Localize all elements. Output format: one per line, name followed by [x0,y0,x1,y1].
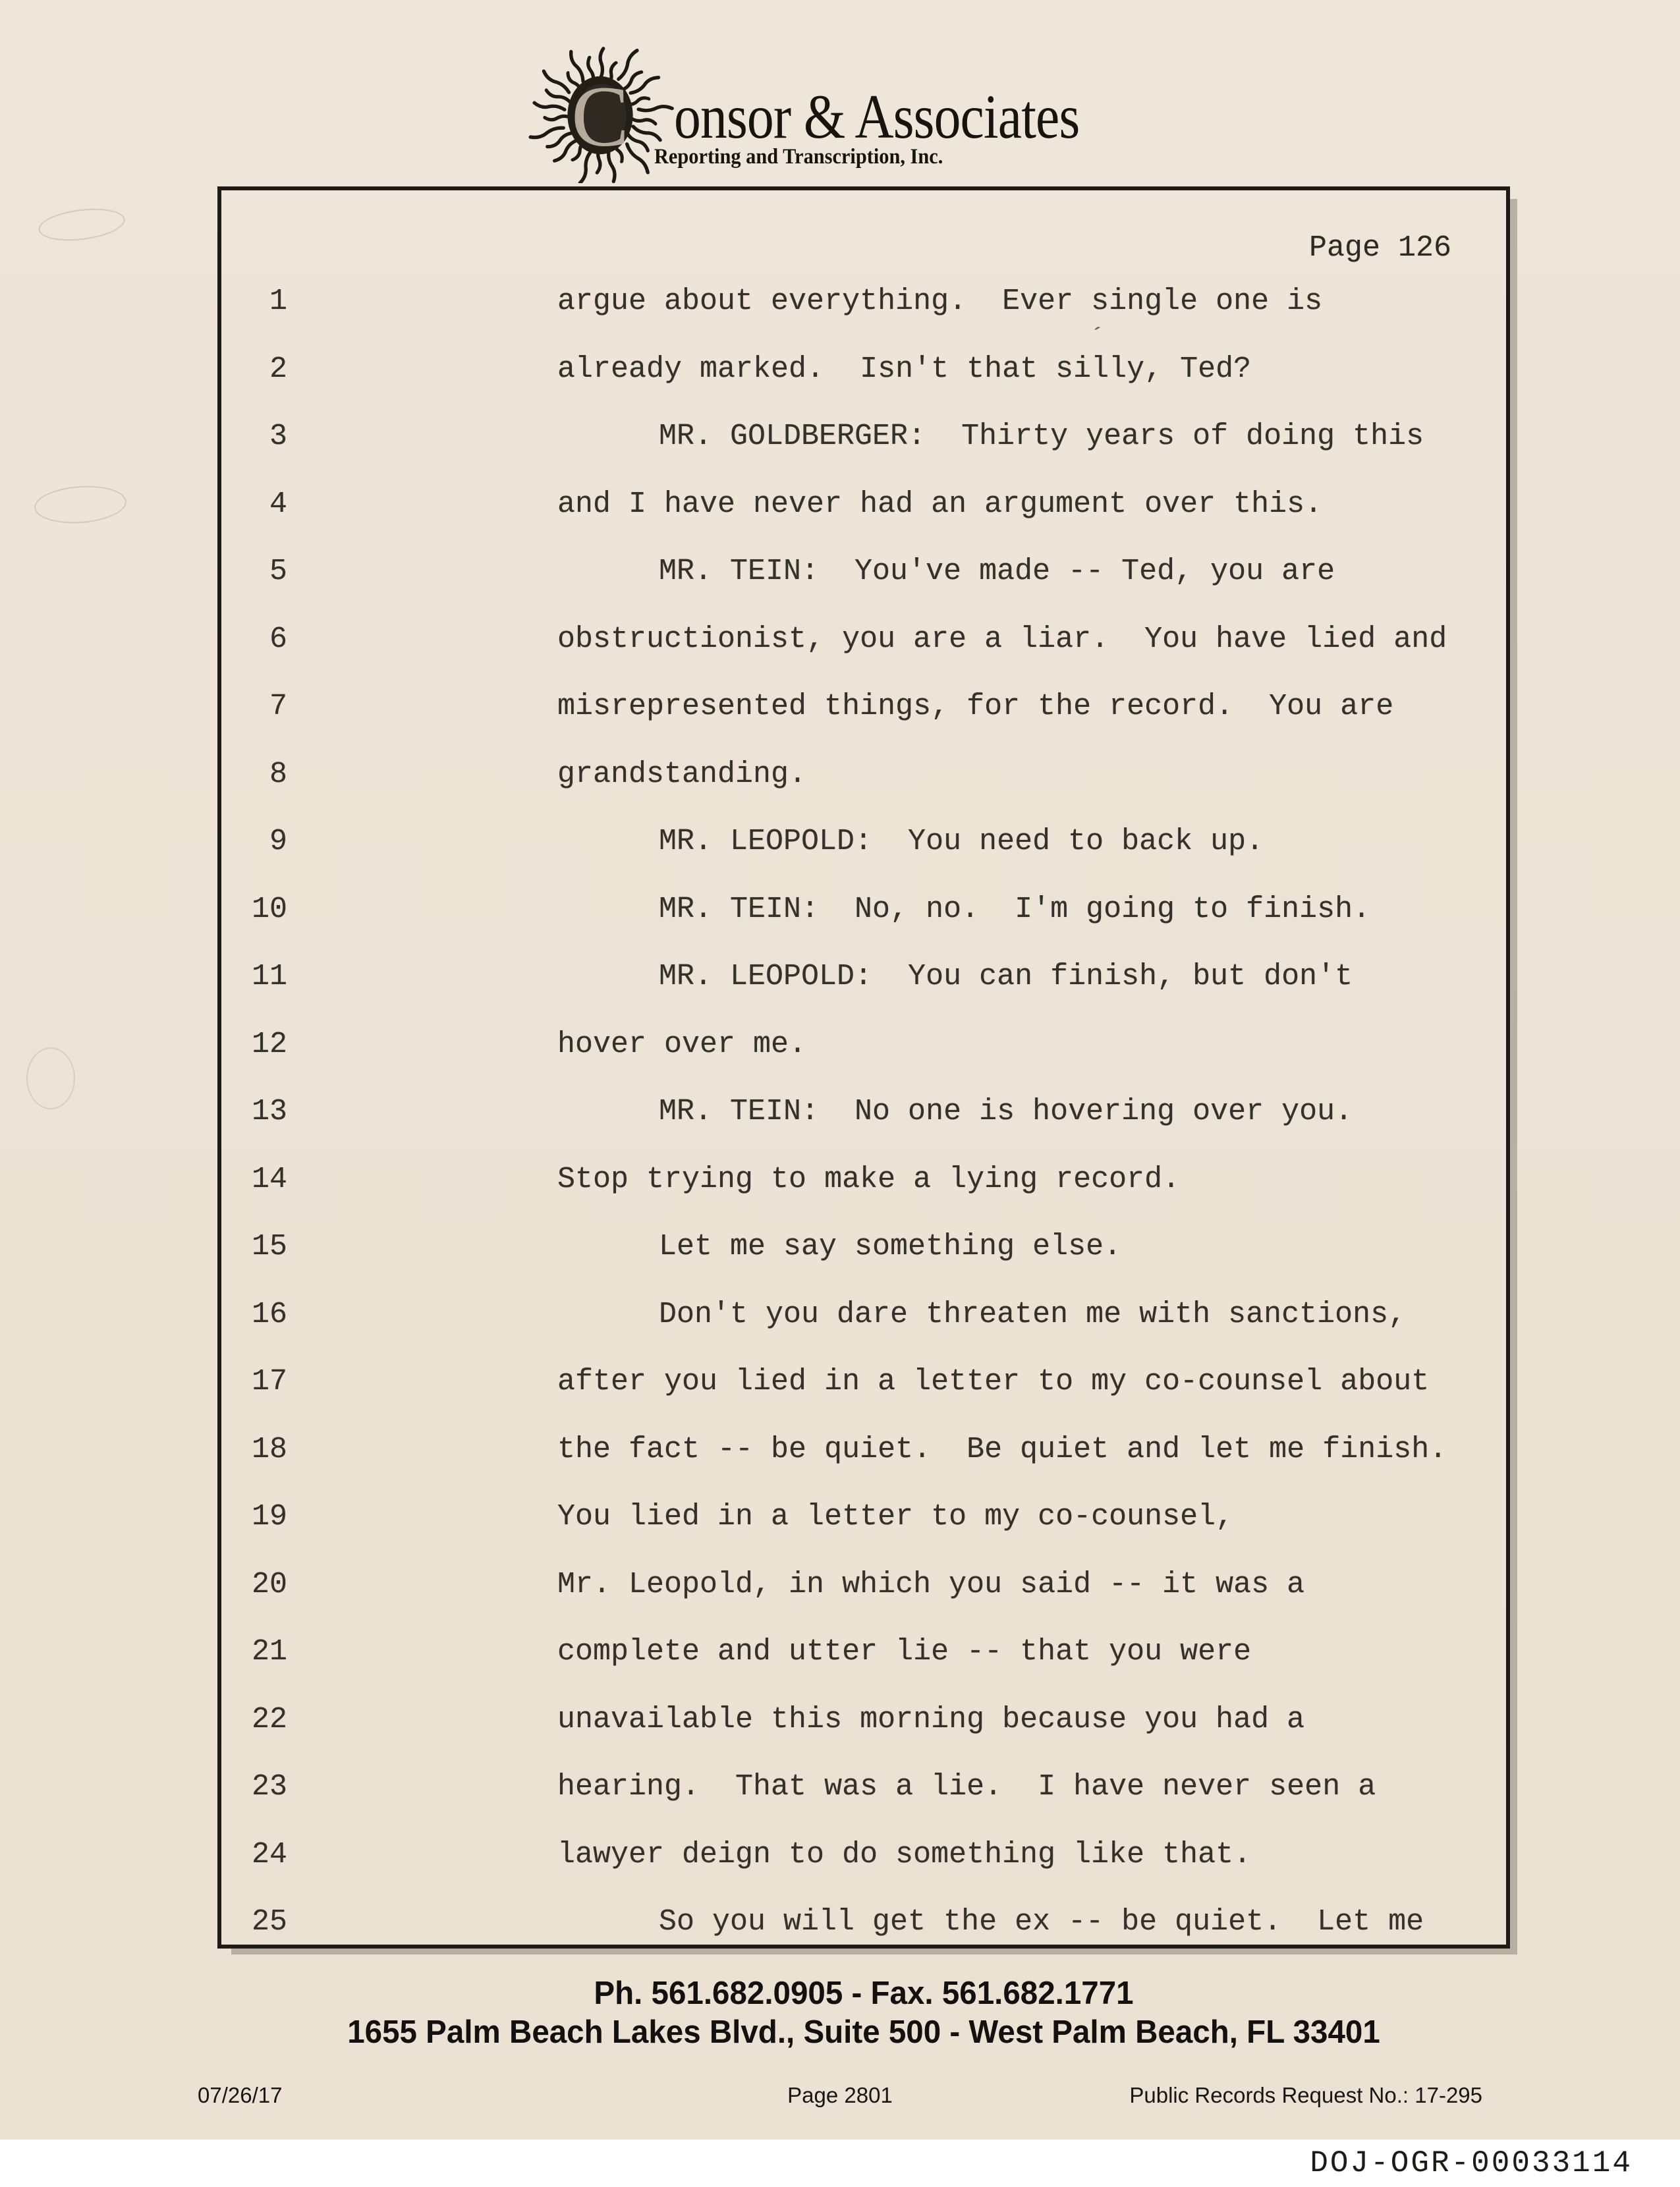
line-number: 11 [251,960,287,993]
sun-ray [638,105,672,113]
phone-fax-line: Ph. 561.682.0905 - Fax. 561.682.1771 [594,1976,1134,2011]
company-name: onsor & Associates [674,82,1080,152]
transcript-page-number: Page 126 [1308,231,1451,265]
transcript-line [221,1432,1506,1503]
transcript-line [221,1297,1506,1368]
transcript-line [221,1567,1506,1638]
line-text: Mr. Leopold, in which you said -- it was a [557,1567,1305,1601]
line-number: 3 [269,420,287,453]
line-number: 1 [269,285,287,318]
meta-records-request: Public Records Request No.: 17-295 [1129,2083,1482,2107]
line-text: MR. TEIN: No one is hovering over you. [659,1095,1353,1128]
transcript-line [221,1162,1506,1232]
transcript-line [221,892,1506,962]
sun-ray [632,126,661,140]
transcript-line [221,624,1506,692]
line-text: the fact -- be quiet. Be quiet and let me finish. [557,1432,1447,1466]
scan-artifact [26,1047,75,1109]
transcript-line [221,1637,1506,1705]
logo-letter-C: C [571,69,629,165]
line-text: obstructionist, you are a liar. You have lied and [557,622,1447,656]
letterhead-footer [217,1975,1510,2052]
transcript-line [221,1502,1506,1570]
line-number: 7 [269,690,287,723]
transcript-line [221,422,1506,489]
transcript-box [217,186,1510,1949]
line-text: lawyer deign to do something like that. [557,1837,1252,1871]
line-text: MR. LEOPOLD: You can finish, but don't [659,960,1353,993]
meta-date: 07/26/17 [198,2083,283,2107]
transcript-line [221,1367,1506,1435]
transcript-line [221,962,1506,1030]
line-number: 14 [251,1162,287,1196]
line-text: already marked. Isn't that silly, Ted? [557,352,1252,386]
line-number: 4 [269,487,287,521]
line-text: after you lied in a letter to my co-counsel about [557,1365,1430,1398]
line-number: 21 [251,1635,287,1669]
line-text: So you will get the ex -- be quiet. Let me [659,1905,1424,1939]
transcript-line [221,354,1506,422]
line-text: Let me say something else. [659,1230,1122,1263]
meta-page-number: Page 2801 [787,2083,893,2107]
line-number: 25 [251,1905,287,1939]
address-line: 1655 Palm Beach Lakes Blvd., Suite 500 - West Palm Beach, FL 33401 [347,2014,1380,2050]
scanner-white-strip [0,2140,1680,2187]
line-text: and I have never had an argument over this. [557,487,1323,521]
line-text: Stop trying to make a lying record. [557,1162,1181,1196]
line-text: hover over me. [557,1027,807,1061]
scan-artifact-accent: ´ [1086,323,1106,354]
transcript-line [221,1232,1506,1300]
scan-artifact [33,483,128,526]
scan-artifact [37,204,127,245]
line-number: 13 [251,1095,287,1128]
line-number: 12 [251,1027,287,1061]
line-text: unavailable this morning because you had a [557,1702,1305,1736]
line-number: 8 [269,757,287,791]
line-text: MR. LEOPOLD: You need to back up. [659,825,1264,858]
line-text: hearing. That was a lie. I have never seen a [557,1770,1376,1804]
line-number: 2 [269,352,287,386]
line-text: grandstanding. [557,757,807,791]
line-text: You lied in a letter to my co-counsel, [557,1500,1234,1534]
sun-ray [530,125,563,140]
sun-ray [534,103,565,109]
document-meta-row [0,2083,1680,2113]
transcript-line [221,489,1506,557]
line-number: 17 [251,1365,287,1398]
company-subtitle: Reporting and Transcription, Inc. [654,145,943,169]
line-text: MR. TEIN: You've made -- Ted, you are [659,555,1335,588]
transcript-line [221,287,1506,354]
bates-number: DOJ-OGR-00033114 [1310,2146,1633,2180]
line-number: 16 [251,1297,287,1331]
line-number: 24 [251,1837,287,1871]
sun-ray [630,118,656,124]
line-number: 5 [269,555,287,588]
line-number: 23 [251,1770,287,1804]
transcript-line [221,1097,1506,1165]
line-number: 6 [269,622,287,656]
transcript-lines [221,287,1506,1975]
line-text: Don't you dare threaten me with sanctions, [659,1297,1407,1331]
line-text: MR. TEIN: No, no. I'm going to finish. [659,892,1371,926]
sun-ray [545,115,571,121]
transcript-line [221,757,1506,827]
transcript-line [221,1027,1506,1097]
transcript-line [221,827,1506,895]
transcript-line [221,1907,1506,1975]
line-number: 15 [251,1230,287,1263]
line-number: 18 [251,1432,287,1466]
transcript-line [221,692,1506,760]
transcript-line [221,1772,1506,1840]
line-number: 10 [251,892,287,926]
line-text: argue about everything. Ever single one is [557,285,1323,318]
line-text: complete and utter lie -- that you were [557,1635,1252,1669]
transcript-line [221,1837,1506,1908]
sun-ray [630,75,658,96]
line-number: 22 [251,1702,287,1736]
line-text: misrepresented things, for the record. You are [557,690,1394,723]
line-text: MR. GOLDBERGER: Thirty years of doing this [659,420,1424,453]
transcript-line [221,1702,1506,1773]
line-number: 19 [251,1500,287,1534]
line-number: 20 [251,1567,287,1601]
line-number: 9 [269,825,287,858]
transcript-line [221,557,1506,624]
